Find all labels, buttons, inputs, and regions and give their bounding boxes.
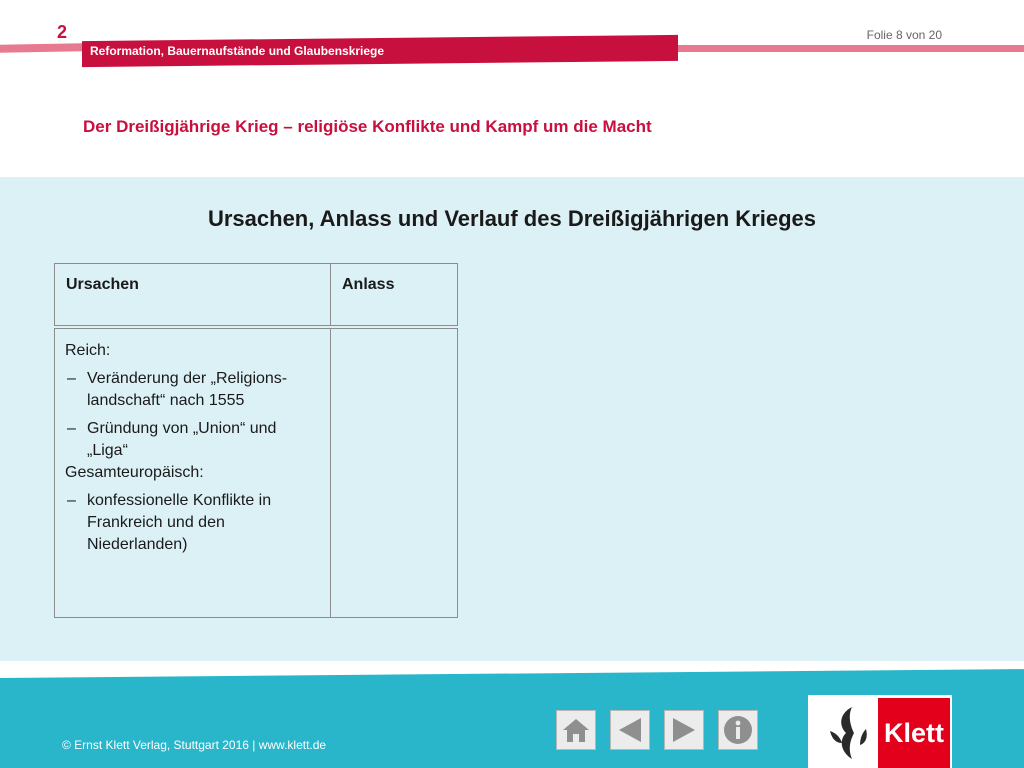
- dash-marker: –: [67, 420, 76, 437]
- group-label-reich: Reich:: [65, 342, 111, 359]
- list-item-text: Veränderung der „Religions-landschaft“ nach 1555: [87, 370, 288, 409]
- next-icon: [669, 715, 699, 745]
- slide-title: Ursachen, Anlass und Verlauf des Dreißigjährigen Krieges: [207, 206, 817, 231]
- table-header-causes: Ursachen: [54, 263, 331, 326]
- next-button[interactable]: [664, 710, 704, 750]
- header-stripe-left: [0, 43, 82, 52]
- previous-button[interactable]: [610, 710, 650, 750]
- slide-counter: Folie 8 von 20: [866, 28, 942, 42]
- previous-icon: [615, 715, 645, 745]
- table-header-trigger: Anlass: [330, 263, 458, 326]
- info-icon: [722, 714, 754, 746]
- list-item-text: Gründung von „Union“ und „Liga“: [87, 420, 277, 459]
- slide-subtitle: Der Dreißigjährige Krieg – religiöse Konflikte und Kampf um die Macht: [83, 117, 652, 136]
- home-button[interactable]: [556, 710, 596, 750]
- klett-leaf-icon: [818, 703, 878, 763]
- list-item-text: konfessionelle Konflikte in Frankreich und den Niederlanden): [87, 492, 272, 553]
- home-icon: [561, 716, 591, 744]
- dash-marker: –: [67, 492, 76, 509]
- causes-cell: [54, 328, 331, 618]
- list-item: [65, 490, 320, 556]
- klett-logo-text: Klett: [878, 698, 950, 768]
- list-item: [65, 418, 320, 462]
- chapter-number: 2: [57, 22, 68, 42]
- list-item: [65, 368, 320, 412]
- info-button[interactable]: [718, 710, 758, 750]
- copyright-text: © Ernst Klett Verlag, Stuttgart 2016 | www.klett.de: [62, 738, 327, 752]
- group-label-europe: Gesamteuropäisch:: [65, 464, 204, 481]
- trigger-cell: [330, 328, 458, 618]
- chapter-title: Reformation, Bauernaufstände und Glaubenskriege: [90, 44, 385, 58]
- dash-marker: –: [67, 370, 76, 387]
- header-stripe-right: [676, 45, 1024, 52]
